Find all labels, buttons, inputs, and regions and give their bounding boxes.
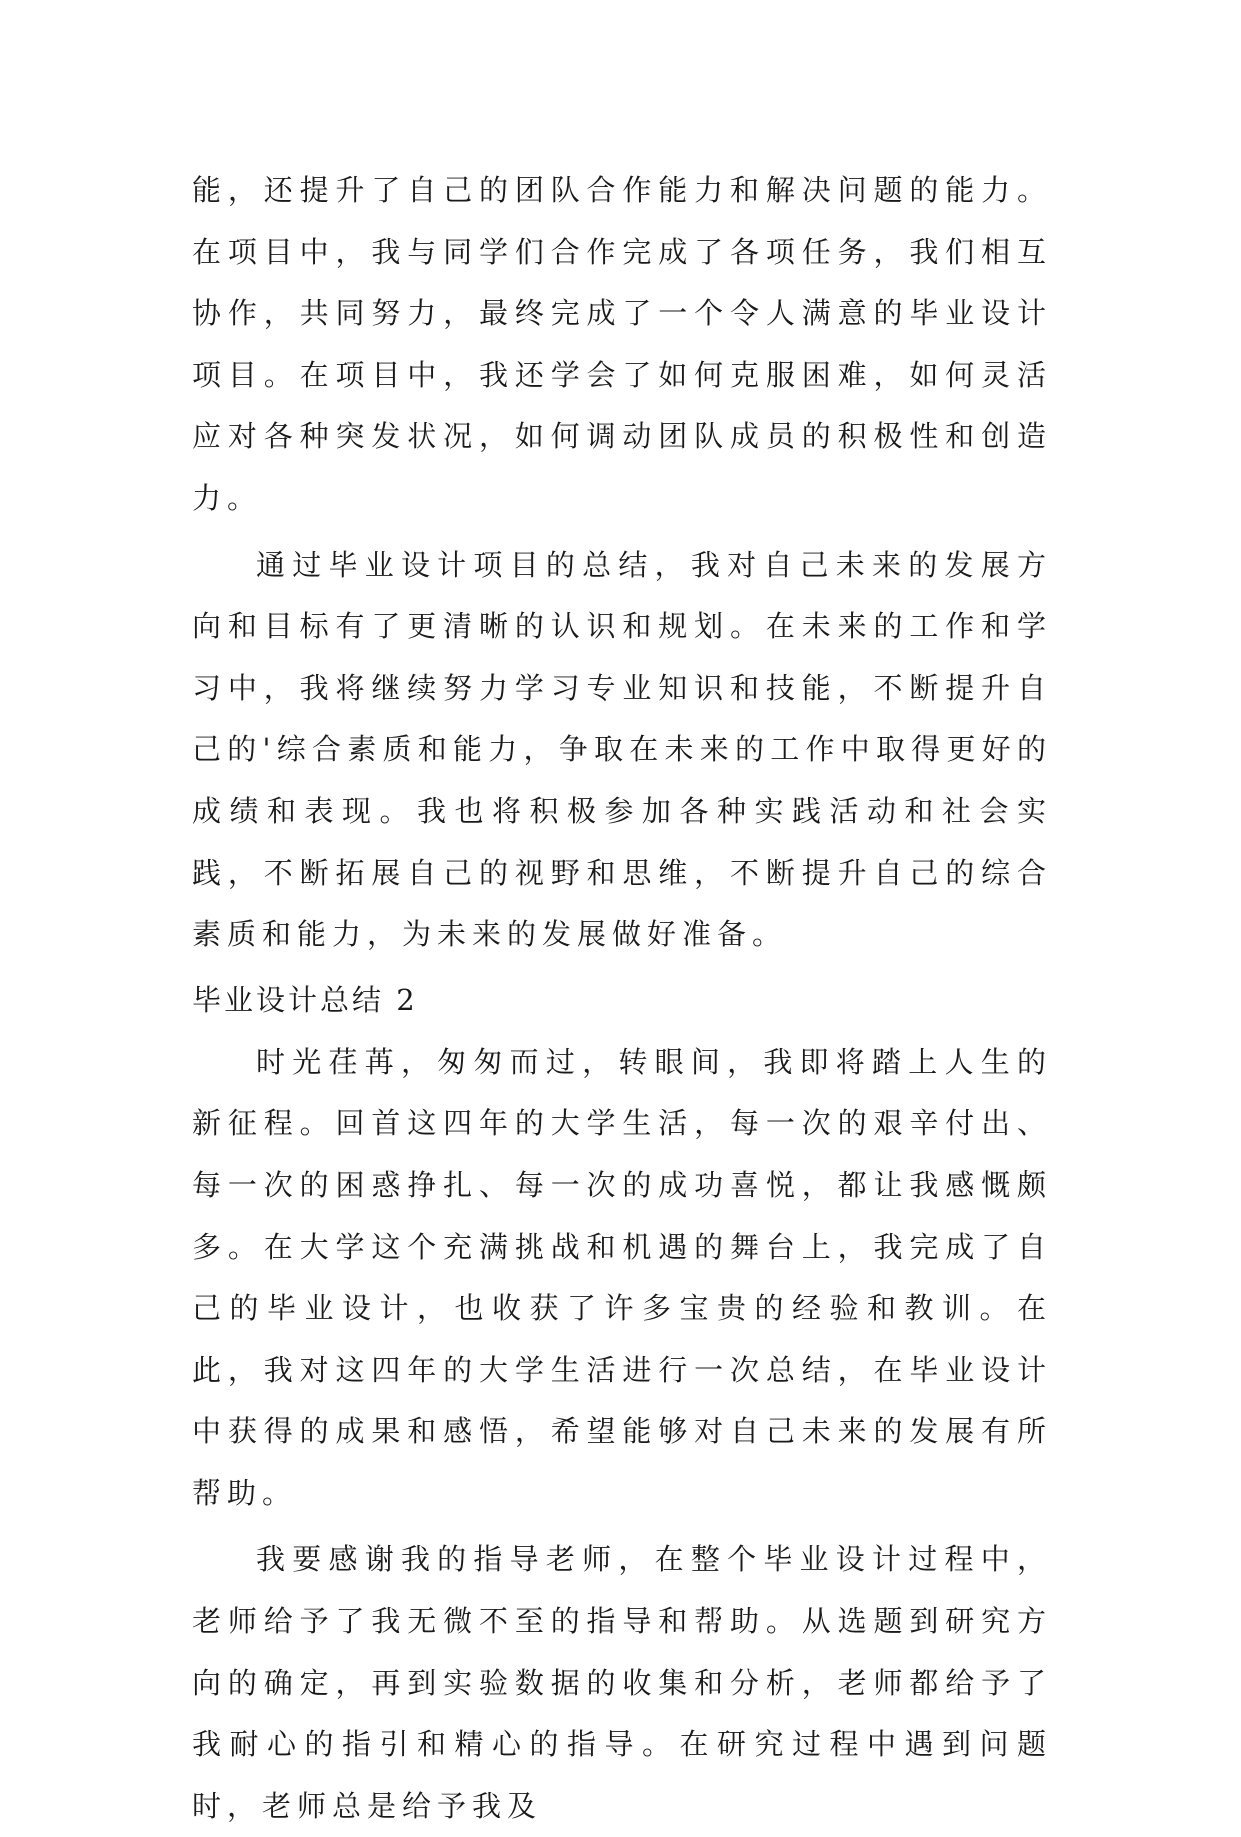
section-heading: 毕业设计总结 2: [192, 982, 418, 1017]
paragraph-thanks-advisor: 我要感谢我的指导老师，在整个毕业设计过程中，老师给予了我无微不至的指导和帮助。从选题到研究方向的确定，再到实验数据的收集和分析，老师都给予了我耐心的指引和精心的指导。在研究过程中遇到问题时，老师总是给予我及: [192, 1542, 1052, 1823]
paragraph-continued: 能，还提升了自己的团队合作能力和解决问题的能力。在项目中，我与同学们合作完成了各项任务，我们相互协作，共同努力，最终完成了一个令人满意的毕业设计项目。在项目中，我还学会了如何克服困难，如何灵活应对各种突发状况，如何调动团队成员的积极性和创造力。: [192, 173, 1052, 515]
document-body: [192, 160, 1052, 1837]
paragraph-future-plans: 通过毕业设计项目的总结，我对自己未来的发展方向和目标有了更清晰的认识和规划。在未来的工作和学习中，我将继续努力学习专业知识和技能，不断提升自己的'综合素质和能力，争取在未来的工作中取得更好的成绩和表现。我也将积极参加各种实践活动和社会实践，不断拓展自己的视野和思维，不断提升自己的综合素质和能力，为未来的发展做好准备。: [192, 547, 1052, 952]
paragraph-intro: 时光荏苒，匆匆而过，转眼间，我即将踏上人生的新征程。回首这四年的大学生活，每一次的艰辛付出、每一次的困惑挣扎、每一次的成功喜悦，都让我感慨颇多。在大学这个充满挑战和机遇的舞台上，我完成了自己的毕业设计，也收获了许多宝贵的经验和教训。在此，我对这四年的大学生活进行一次总结，在毕业设计中获得的成果和感悟，希望能够对自己未来的发展有所帮助。: [192, 1044, 1052, 1510]
